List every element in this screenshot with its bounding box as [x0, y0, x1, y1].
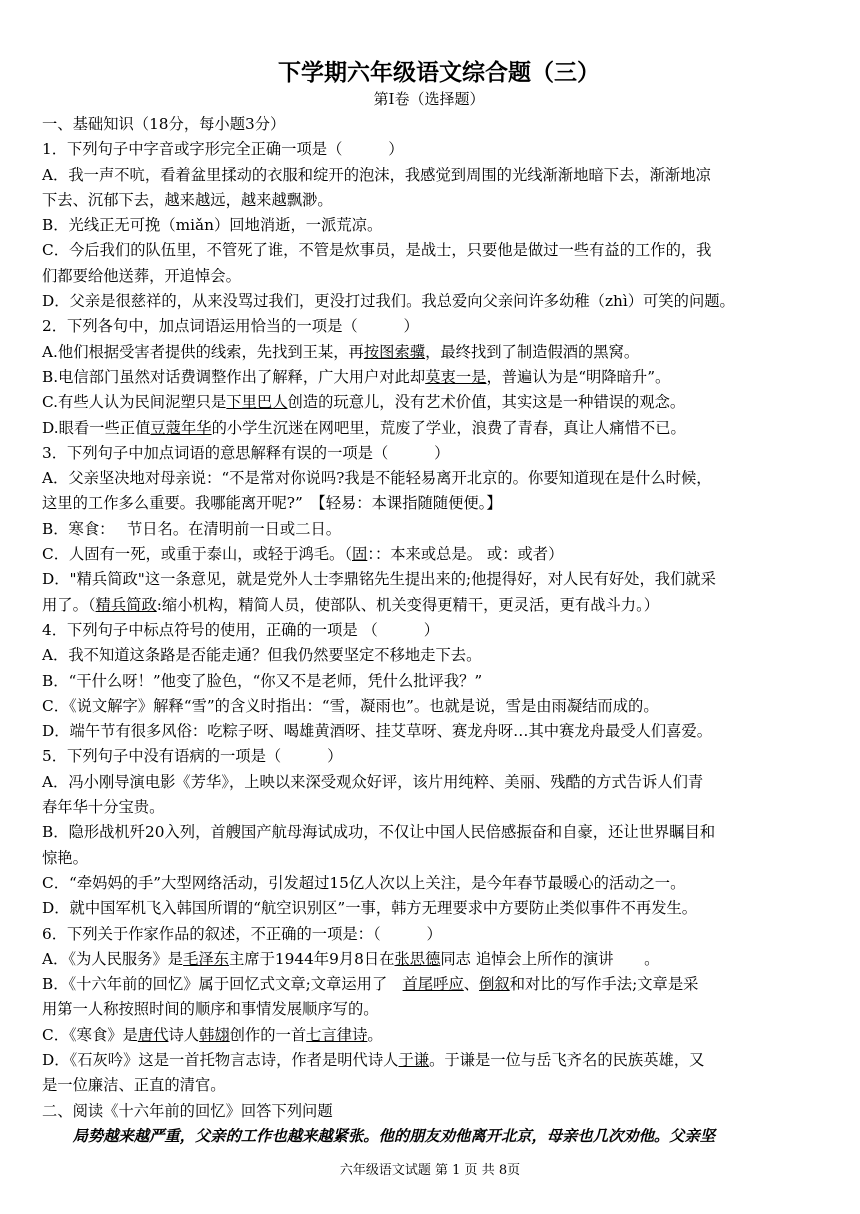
q6-c-text-2: 诗人 [168, 1025, 200, 1044]
q5-option-c: C．“牵妈妈的手”大型网络活动，引发超过15亿人次以上关注，是今年春节最暖心的活动之一。 [42, 873, 686, 892]
q1-option-c-line2: 们都要给他送葬，开追悼会。 [42, 266, 241, 285]
q3-c-text: C．人固有一死，或重于泰山，或轻于鸿毛。（ [42, 545, 352, 564]
q3-option-d-line1: D．"精兵简政"这一条意见，就是党外人士李鼎铭先生提出来的;他提得好，对人民有好处，我们就采 [42, 570, 716, 589]
q3-d2-text-end: :缩小机构，精简人员，使部队、机关变得更精干，更灵活，更有战斗力。） [156, 595, 660, 614]
q3-d2-text: 用了。（ [42, 595, 96, 614]
q2-option-c [42, 390, 816, 415]
q5-option-b-line2: 惊艳。 [42, 848, 88, 867]
q6-b-term-2: 倒叙 [479, 975, 510, 994]
q6-option-b-line2: 用第一人称按照时间的顺序和事情发展顺序写的。 [42, 1000, 379, 1019]
q2-d-term: 豆蔻年华 [150, 418, 212, 437]
q1-option-a-line2: 下去、沉郁下去，越来越远，越来越飘渺。 [42, 190, 333, 209]
q6-a-text-2: 主席于1944年9月8日在 [228, 949, 395, 968]
q6-c-term-3: 七言律诗 [306, 1025, 368, 1044]
q2-b-text-end: ，普遍认为是“明降暗升”。 [486, 367, 671, 386]
q4-option-c: C．《说文解字》解释“雪”的含义时指出：“雪，凝雨也”。也就是说，雪是由雨凝结而成的。 [42, 696, 659, 715]
section1-heading: 一、基础知识（18分，每小题3分） [42, 115, 286, 133]
q6-d-text: D．《石灰吟》这是一首托物言志诗，作者是明代诗人 [42, 1050, 399, 1069]
reading-passage: 局势越来越严重，父亲的工作也越来越紧张。他的朋友劝他离开北京，母亲也几次劝他。父亲坚 [72, 1126, 716, 1145]
q2-c-text: C.有些人认为民间泥塑只是 [42, 393, 227, 412]
q2-b-text: B.电信部门虽然对话费调整作出了解释，广大用户对此却 [42, 367, 426, 386]
q5-option-a-line2: 春年华十分宝贵。 [42, 798, 165, 817]
q1-option-a-line1: A．我一声不吭，看着盆里揉动的衣服和绽开的泡沫，我感觉到周围的光线渐渐地暗下去，渐渐地凉 [42, 165, 711, 184]
q4-stem: 4．下列句子中标点符号的使用，正确的一项是 （ ） [42, 620, 440, 639]
q3-option-c [42, 542, 816, 567]
q2-b-term: 莫衷一是 [425, 367, 487, 386]
q1-option-c-line1: C．今后我们的队伍里，不管死了谁，不管是炊事员，是战士，只要他是做过一些有益的工作的，我 [42, 241, 712, 260]
q2-c-term: 下里巴人 [226, 393, 288, 412]
q2-d-text: D.眼看一些正值 [42, 418, 151, 437]
page-title: 下学期六年级语文综合题（三） [278, 59, 600, 86]
q3-stem: 3．下列句子中加点词语的意思解释有误的一项是（ ） [42, 443, 450, 462]
q5-option-d: D．就中国军机飞入韩国所谓的“航空识别区”一事，韩方无理要求中方要防止类似事件不再发生。 [42, 899, 698, 918]
q6-c-text-3: 创作的一首 [229, 1025, 307, 1044]
page-subtitle: 第Ⅰ卷（选择题） [373, 90, 485, 108]
q5-option-a-line1: A．冯小刚导演电影《芳华》，上映以来深受观众好评，该片用纯粹、美丽、残酷的方式告诉人们青 [42, 772, 704, 791]
q6-b-text-3: 和对比的写作手法;文章是采 [509, 975, 699, 994]
q6-c-text: C．《寒食》是 [42, 1025, 138, 1044]
q1-stem: 1．下列句子中字音或字形完全正确一项是（ ） [42, 140, 404, 159]
q2-d-text-end: 的小学生沉迷在网吧里，荒废了学业，浪费了青春，真让人痛惜不已。 [211, 418, 686, 437]
q2-option-d [42, 416, 816, 441]
q5-stem: 5．下列句子中没有语病的一项是（ ） [42, 747, 343, 766]
q2-c-text-end: 创造的玩意儿，没有艺术价值，其实这是一种错误的观念。 [287, 393, 686, 412]
q2-a-term: 按图索骥 [363, 342, 426, 361]
q6-option-d-line1 [42, 1048, 816, 1073]
q3-c-text-end: ：：本来或总是。 或：或者） [367, 545, 564, 564]
q6-c-text-4: 。 [367, 1025, 383, 1044]
section2-heading: 二、阅读《十六年前的回忆》回答下列问题 [42, 1101, 333, 1120]
q2-option-b [42, 365, 816, 390]
q6-b-text: B．《十六年前的回忆》属于回忆式文章;文章运用了 [42, 975, 403, 994]
q6-b-term-1: 首尾呼应 [402, 975, 464, 994]
q3-option-b: B．寒食： 节日名。在清明前一日或二日。 [42, 519, 342, 538]
q2-a-text-end: ，最终找到了制造假酒的黑窝。 [425, 342, 640, 361]
q6-stem: 6．下列关于作家作品的叙述，不正确的一项是：（ ） [42, 924, 442, 943]
q2-stem: 2．下列各句中，加点词语运用恰当的一项是（ ） [42, 317, 419, 336]
q6-option-a [42, 947, 816, 972]
q3-c-term: 固 [352, 545, 368, 564]
q6-a-text-3: 同志 追悼会上所作的演讲 。 [440, 949, 660, 968]
q3-option-d-line2 [42, 593, 816, 618]
q3-option-a-line2: 这里的工作多么重要。我哪能离开呢?” 【轻易：本课指随随便便。】 [42, 494, 502, 513]
q2-option-a [42, 340, 816, 365]
q6-d-text-2: 。于谦是一位与岳飞齐名的民族英雄，又 [429, 1050, 705, 1069]
q6-option-d-line2: 是一位廉洁、正直的清官。 [42, 1076, 226, 1095]
q3-option-a-line1: A．父亲坚决地对母亲说：“不是常对你说吗?我是不能轻易离开北京的。你要知道现在是什么时候， [42, 469, 712, 488]
q6-d-term: 于谦 [398, 1050, 430, 1069]
q6-a-term-2: 张思德 [394, 949, 441, 968]
q1-option-d: D．父亲是很慈祥的，从来没骂过我们，更没打过我们。我总爱向父亲问许多幼稚（zhì）可笑的问题。 [42, 292, 735, 311]
q6-option-c [42, 1023, 816, 1048]
q2-a-text: A.他们根据受害者提供的线索，先找到王某，再 [42, 342, 364, 361]
q6-a-term-1: 毛泽东 [183, 949, 229, 968]
q3-d2-term: 精兵简政 [95, 595, 157, 614]
q6-c-term-2: 韩翃 [199, 1025, 230, 1044]
q6-c-term-1: 唐代 [137, 1025, 169, 1044]
q4-option-b: B．“干什么呀！”他变了脸色，“你又不是老师，凭什么批评我？” [42, 671, 483, 690]
q5-option-b-line1: B．隐形战机歼20入列，首艘国产航母海试成功，不仅让中国人民倍感振奋和自豪，还让世界瞩目和 [42, 823, 716, 842]
page-footer: 六年级语文试题 第 1 页 共 8页 [339, 1163, 521, 1178]
q4-option-a: A．我不知道这条路是否能走通？但我仍然要坚定不移地走下去。 [42, 646, 482, 665]
q6-b-text-2: 、 [463, 975, 480, 994]
q4-option-d: D．端午节有很多风俗：吃粽子呀、喝雄黄酒呀、挂艾草呀、赛龙舟呀…其中赛龙舟最受人们喜爱。 [42, 722, 713, 741]
q1-option-b: B．光线正无可挽（miǎn）回地消逝，一派荒凉。 [42, 216, 383, 235]
q6-a-text: A．《为人民服务》是 [42, 949, 184, 968]
q6-option-b-line1 [42, 972, 816, 997]
